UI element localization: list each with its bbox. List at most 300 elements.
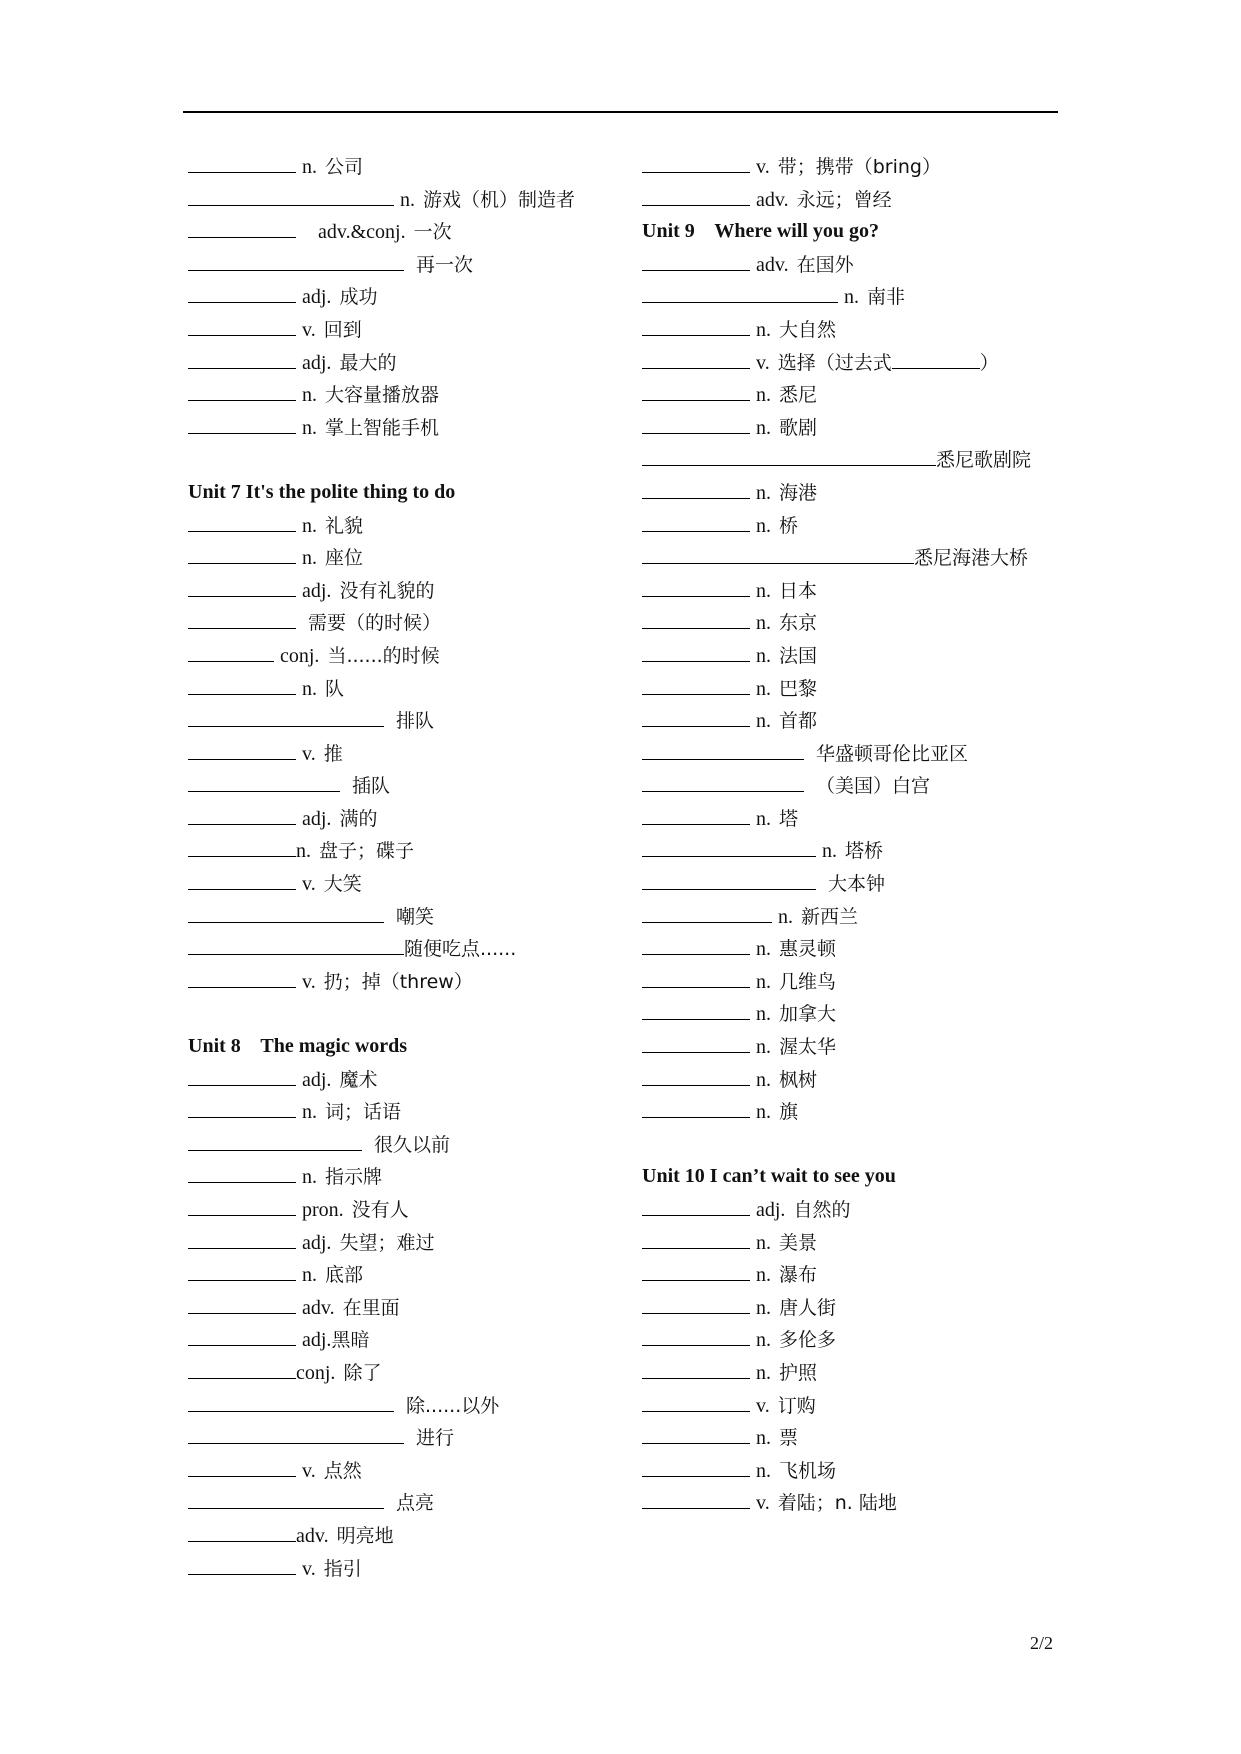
answer-blank[interactable]: [188, 639, 274, 662]
answer-blank[interactable]: [188, 248, 404, 271]
unit-heading: Unit 10 I can’t wait to see you: [642, 1165, 896, 1188]
answer-blank[interactable]: [642, 1356, 750, 1379]
answer-blank[interactable]: [642, 639, 750, 662]
answer-blank[interactable]: [642, 378, 750, 401]
meaning: 满的: [339, 807, 378, 830]
vocab-row: [188, 509, 628, 542]
answer-blank[interactable]: [188, 1095, 296, 1118]
part-of-speech: adj.: [302, 286, 332, 309]
meaning: 带；携带（bring）: [777, 156, 941, 178]
part-of-speech: n.: [756, 644, 771, 667]
meaning: 失望；难过: [339, 1231, 435, 1254]
meaning: 桥: [779, 514, 799, 537]
meaning: 指引: [323, 1557, 362, 1580]
vocab-row: [188, 215, 628, 248]
meaning: 永远；曾经: [796, 188, 892, 211]
part-of-speech: n.: [756, 1329, 771, 1352]
answer-blank[interactable]: [642, 737, 804, 760]
vocab-row: [188, 1421, 628, 1454]
meaning: 惠灵顿: [779, 938, 837, 961]
answer-blank[interactable]: [642, 672, 750, 695]
section-gap: [188, 997, 628, 1030]
answer-blank[interactable]: [642, 443, 936, 466]
answer-blank[interactable]: [188, 1389, 394, 1412]
header-rule: [183, 111, 1058, 113]
answer-blank[interactable]: [188, 802, 296, 825]
answer-blank[interactable]: [642, 150, 750, 173]
vocab-row: [642, 900, 1072, 933]
part-of-speech: v.: [756, 1394, 770, 1417]
part-of-speech: n.: [756, 1361, 771, 1384]
part-of-speech: adv.: [756, 188, 789, 211]
part-of-speech: n.: [756, 579, 771, 602]
meaning: 明亮地: [336, 1524, 394, 1547]
meaning: 没有人: [351, 1199, 409, 1221]
unit-heading: Unit 8 The magic words: [188, 1035, 408, 1058]
vocab-row: [642, 280, 1072, 313]
answer-blank[interactable]: [188, 1421, 404, 1444]
right-continued-list: [642, 150, 1072, 215]
meaning: 回到: [323, 318, 362, 341]
vocab-row: [188, 672, 628, 705]
answer-blank[interactable]: [642, 802, 750, 825]
meaning: 瀑布: [779, 1264, 818, 1287]
part-of-speech: v.: [302, 318, 316, 341]
section-gap: [188, 443, 628, 476]
answer-blank[interactable]: [188, 1193, 296, 1216]
vocab-row: [188, 378, 628, 411]
meaning: 没有礼貌的: [339, 579, 435, 602]
vocab-row: [642, 1291, 1072, 1324]
meaning: 点然: [323, 1459, 362, 1482]
answer-blank[interactable]: [642, 1421, 750, 1444]
vocab-row: [188, 1356, 628, 1389]
meaning: 东京: [779, 612, 818, 635]
meaning: 插队: [352, 775, 391, 798]
answer-blank[interactable]: [188, 1454, 296, 1477]
answer-blank[interactable]: [188, 509, 296, 532]
vocab-row: [642, 1095, 1072, 1128]
meaning: 掌上智能手机: [325, 416, 440, 439]
part-of-speech: n.: [822, 840, 837, 863]
vocab-row: [188, 1519, 628, 1552]
meaning: 在里面: [342, 1296, 400, 1319]
answer-blank[interactable]: [188, 965, 296, 988]
answer-blank[interactable]: [642, 834, 816, 857]
answer-blank[interactable]: [642, 1193, 750, 1216]
vocab-row: [642, 1421, 1072, 1454]
meaning: 礼貌: [325, 514, 364, 537]
vocab-row: [188, 802, 628, 835]
vocab-row: [642, 313, 1072, 346]
answer-blank[interactable]: [188, 1226, 296, 1249]
meaning: 着陆；n. 陆地: [777, 1492, 897, 1515]
part-of-speech: v.: [302, 1557, 316, 1580]
vocab-row: [642, 965, 1072, 998]
vocab-row: [188, 867, 628, 900]
answer-blank[interactable]: [188, 1323, 296, 1346]
meaning: 法国: [779, 644, 818, 667]
answer-blank[interactable]: [188, 900, 384, 923]
meaning: 在国外: [796, 253, 854, 276]
part-of-speech: n.: [756, 612, 771, 635]
meaning: 点亮: [396, 1492, 435, 1515]
part-of-speech: n.: [756, 1264, 771, 1287]
part-of-speech: n.: [302, 384, 317, 407]
vocab-row: [642, 541, 1072, 574]
vocab-row: [642, 248, 1072, 281]
part-of-speech: n.: [756, 1036, 771, 1059]
vocab-row: [642, 378, 1072, 411]
meaning: 盘子；碟子: [319, 840, 415, 863]
part-of-speech: adj.: [302, 807, 332, 830]
vocab-row: [188, 1063, 628, 1096]
part-of-speech: n.: [756, 1003, 771, 1026]
unit-heading: Unit 9 Where will you go?: [642, 220, 880, 243]
meaning: 美景: [779, 1231, 818, 1254]
part-of-speech: n.: [756, 384, 771, 407]
vocab-row: [188, 704, 628, 737]
vocab-row: [188, 1323, 628, 1356]
answer-blank[interactable]: [642, 183, 750, 206]
meaning: 多伦多: [779, 1329, 837, 1352]
part-of-speech: conj.: [296, 1361, 336, 1384]
vocab-row: [188, 769, 628, 802]
meaning: 选择（过去式: [777, 351, 892, 374]
meaning: 塔桥: [845, 840, 884, 863]
part-of-speech: adj.: [302, 351, 332, 374]
meaning: 进行: [416, 1427, 455, 1450]
part-of-speech: n.: [296, 840, 311, 863]
vocab-row: [188, 1128, 628, 1161]
meaning: 词；话语: [325, 1101, 402, 1124]
unit8-section: [188, 1030, 628, 1584]
vocab-row: [642, 704, 1072, 737]
part-of-speech: n.: [302, 547, 317, 570]
meaning: 当......的时候: [327, 644, 440, 667]
vocab-row: [188, 248, 628, 281]
meaning: 大自然: [779, 318, 837, 341]
part-of-speech: n.: [302, 416, 317, 439]
vocab-row: [642, 1389, 1072, 1422]
meaning: 悉尼海港大桥: [914, 547, 1029, 570]
vocab-row: [642, 1226, 1072, 1259]
meaning: 塔: [779, 807, 799, 830]
meaning: 悉尼歌剧院: [936, 449, 1032, 472]
vocab-row: [642, 769, 1072, 802]
vocab-row: [642, 1258, 1072, 1291]
answer-blank[interactable]: [642, 509, 750, 532]
part-of-speech: n.: [756, 1231, 771, 1254]
vocab-row: [642, 639, 1072, 672]
meaning: 飞机场: [779, 1459, 837, 1482]
vocab-row: [188, 1193, 628, 1226]
vocab-row: [642, 737, 1072, 770]
answer-blank[interactable]: [642, 541, 914, 564]
vocab-row: [188, 606, 628, 639]
answer-blank[interactable]: [188, 411, 296, 434]
meaning: 枫树: [779, 1068, 818, 1091]
meaning: 指示牌: [325, 1166, 383, 1189]
part-of-speech: n.: [756, 318, 771, 341]
part-of-speech: n.: [844, 286, 859, 309]
part-of-speech: n.: [302, 156, 317, 178]
answer-blank[interactable]: [188, 574, 296, 597]
meaning: 除......以外: [406, 1394, 500, 1417]
meaning: 除了: [343, 1361, 382, 1384]
answer-blank[interactable]: [188, 280, 296, 303]
vocab-row: [642, 476, 1072, 509]
meaning: 几维鸟: [779, 970, 837, 993]
answer-blank[interactable]: [642, 248, 750, 271]
answer-blank[interactable]: [642, 900, 772, 923]
part-of-speech: n.: [400, 188, 415, 211]
meaning: 座位: [325, 547, 364, 570]
answer-blank[interactable]: [188, 150, 296, 173]
answer-blank[interactable]: [188, 1063, 296, 1086]
unit9-section: [642, 215, 1072, 1128]
answer-blank[interactable]: [188, 1160, 296, 1183]
answer-blank[interactable]: [642, 704, 750, 727]
part-of-speech: n.: [756, 481, 771, 504]
vocab-row: [188, 150, 628, 183]
meaning: 随便吃点......: [404, 938, 517, 961]
vocab-row: [642, 150, 1072, 183]
part-of-speech: adj.: [302, 1231, 332, 1254]
page-number: 2/2: [1030, 1633, 1054, 1653]
part-of-speech: v.: [756, 1492, 770, 1515]
answer-blank[interactable]: [642, 1389, 750, 1412]
part-of-speech: n.: [756, 970, 771, 993]
answer-blank[interactable]: [642, 1095, 750, 1118]
vocab-row: [642, 867, 1072, 900]
part-of-speech: v.: [302, 1459, 316, 1482]
vocab-row: [642, 1356, 1072, 1389]
vocab-row: [188, 1291, 628, 1324]
vocab-row: [188, 183, 628, 216]
part-of-speech: adv.: [296, 1524, 329, 1547]
answer-blank[interactable]: [188, 769, 340, 792]
meaning: 需要（的时候）: [308, 612, 442, 635]
meaning: 票: [779, 1427, 799, 1450]
answer-blank[interactable]: [188, 932, 404, 955]
meaning: （美国）白宫: [816, 775, 931, 798]
part-of-speech: adv.: [302, 1296, 335, 1319]
vocab-row: [188, 737, 628, 770]
part-of-speech: pron.: [302, 1199, 344, 1221]
meaning: 魔术: [339, 1068, 378, 1091]
right-column: [642, 150, 1072, 1519]
answer-blank[interactable]: [188, 215, 296, 238]
vocab-row: [642, 183, 1072, 216]
answer-blank[interactable]: [642, 1030, 750, 1053]
answer-blank[interactable]: [188, 1291, 296, 1314]
vocab-row: [188, 541, 628, 574]
answer-blank[interactable]: [188, 1519, 296, 1542]
vocab-row: [188, 1258, 628, 1291]
answer-blank[interactable]: [642, 313, 750, 336]
part-of-speech: n.: [302, 1101, 317, 1124]
answer-blank[interactable]: [188, 183, 394, 206]
vocab-row: [188, 1389, 628, 1422]
part-of-speech: v.: [302, 873, 316, 896]
answer-blank[interactable]: [642, 1258, 750, 1281]
part-of-speech: adv.: [756, 253, 789, 276]
answer-blank[interactable]: [188, 606, 296, 629]
meaning: 嘲笑: [396, 905, 435, 928]
part-of-speech: v.: [756, 156, 770, 178]
meaning: 最大的: [339, 351, 397, 374]
vocab-row: [188, 932, 628, 965]
meaning: 大本钟: [828, 873, 886, 896]
answer-blank[interactable]: [642, 606, 750, 629]
vocab-row: [188, 900, 628, 933]
answer-blank[interactable]: [188, 541, 296, 564]
meaning: 首都: [779, 710, 818, 733]
vocab-row: [642, 672, 1072, 705]
vocab-row: [188, 346, 628, 379]
part-of-speech: adj.: [302, 1068, 332, 1091]
answer-blank[interactable]: [188, 1258, 296, 1281]
left-continued-list: [188, 150, 628, 443]
answer-blank[interactable]: [188, 737, 296, 760]
vocab-row: [642, 443, 1072, 476]
vocab-row: [188, 1226, 628, 1259]
answer-blank[interactable]: [188, 867, 296, 890]
part-of-speech: v.: [302, 742, 316, 765]
vocab-row: [188, 834, 628, 867]
unit10-section: [642, 1160, 1072, 1519]
answer-blank[interactable]: [642, 867, 816, 890]
answer-blank[interactable]: [188, 1486, 384, 1509]
part-of-speech: n.: [778, 905, 793, 928]
part-of-speech: n.: [756, 677, 771, 700]
part-of-speech: adv.&conj.: [318, 221, 406, 244]
answer-blank[interactable]: [642, 965, 750, 988]
vocab-row: [642, 574, 1072, 607]
section-gap: [642, 1128, 1072, 1161]
answer-blank[interactable]: [642, 574, 750, 597]
answer-blank[interactable]: [642, 932, 750, 955]
part-of-speech: n.: [756, 1296, 771, 1319]
vocab-row: [642, 1454, 1072, 1487]
answer-blank[interactable]: [188, 1356, 296, 1379]
meaning: 海港: [779, 481, 818, 504]
answer-blank[interactable]: [188, 346, 296, 369]
vocab-row: [188, 313, 628, 346]
answer-blank[interactable]: [642, 997, 750, 1020]
left-column: [188, 150, 628, 1584]
meaning: 悉尼: [779, 384, 818, 407]
vocab-row: [188, 965, 628, 998]
vocab-row: [188, 1160, 628, 1193]
answer-blank[interactable]: [642, 1454, 750, 1477]
answer-blank[interactable]: [642, 476, 750, 499]
part-of-speech: n.: [756, 1101, 771, 1124]
vocab-row: [188, 1552, 628, 1585]
answer-blank[interactable]: [642, 769, 804, 792]
answer-blank[interactable]: [642, 1291, 750, 1314]
answer-blank[interactable]: [188, 834, 296, 857]
meaning: 大笑: [323, 873, 362, 896]
answer-blank[interactable]: [188, 378, 296, 401]
vocab-row: [188, 280, 628, 313]
vocab-row: [188, 574, 628, 607]
meaning: 护照: [779, 1361, 818, 1384]
meaning: 一次: [413, 221, 452, 244]
meaning: 加拿大: [779, 1003, 837, 1026]
vocab-row: [188, 639, 628, 672]
part-of-speech: n.: [756, 807, 771, 830]
vocab-row: [642, 802, 1072, 835]
answer-blank[interactable]: [188, 1552, 296, 1575]
vocab-row: [642, 346, 1072, 379]
vocab-row: [642, 1030, 1072, 1063]
part-of-speech: adj.: [302, 579, 332, 602]
meaning: 再一次: [416, 253, 474, 276]
meaning: 游戏（机）制造者: [423, 188, 576, 211]
part-of-speech: n.: [302, 514, 317, 537]
unit-heading: Unit 7 It's the polite thing to do: [188, 480, 456, 503]
answer-blank[interactable]: [188, 672, 296, 695]
vocab-row: [642, 411, 1072, 444]
part-of-speech: n.: [756, 514, 771, 537]
part-of-speech: n.: [756, 1427, 771, 1450]
meaning: 旗: [779, 1101, 799, 1124]
answer-blank[interactable]: [642, 1063, 750, 1086]
meaning: 自然的: [793, 1199, 851, 1221]
part-of-speech: n.: [756, 416, 771, 439]
past-tense-blank[interactable]: [892, 346, 980, 369]
answer-blank[interactable]: [642, 346, 750, 369]
meaning-suffix: ）: [979, 351, 999, 374]
meaning: 扔；掉（threw）: [323, 970, 473, 993]
part-of-speech: n.: [756, 1459, 771, 1482]
part-of-speech: conj.: [280, 644, 320, 667]
meaning: 大容量播放器: [325, 384, 440, 407]
part-of-speech: n.: [302, 1166, 317, 1189]
answer-blank[interactable]: [188, 313, 296, 336]
meaning: 唐人街: [779, 1296, 837, 1319]
meaning: 成功: [339, 286, 378, 309]
answer-blank[interactable]: [188, 704, 384, 727]
answer-blank[interactable]: [642, 280, 838, 303]
meaning: 排队: [396, 710, 435, 733]
answer-blank[interactable]: [642, 1226, 750, 1249]
meaning: 日本: [779, 579, 818, 602]
answer-blank[interactable]: [188, 1128, 362, 1151]
answer-blank[interactable]: [642, 411, 750, 434]
meaning: 歌剧: [779, 416, 818, 439]
part-of-speech: n.: [756, 1068, 771, 1091]
vocab-row: [188, 1095, 628, 1128]
meaning: 推: [323, 742, 343, 765]
vocab-row: [642, 1193, 1072, 1226]
meaning: 很久以前: [374, 1133, 451, 1156]
meaning: 南非: [867, 286, 906, 309]
vocab-row: [642, 932, 1072, 965]
meaning: 华盛顿哥伦比亚区: [816, 742, 969, 765]
part-of-speech: adj.: [756, 1199, 786, 1221]
vocab-row: [642, 1486, 1072, 1519]
answer-blank[interactable]: [642, 1323, 750, 1346]
vocab-row: [642, 1323, 1072, 1356]
vocab-row: [188, 1454, 628, 1487]
meaning: 订购: [777, 1394, 816, 1417]
answer-blank[interactable]: [642, 1486, 750, 1509]
part-of-speech: n.: [302, 1264, 317, 1287]
part-of-speech: adj.: [302, 1329, 332, 1352]
